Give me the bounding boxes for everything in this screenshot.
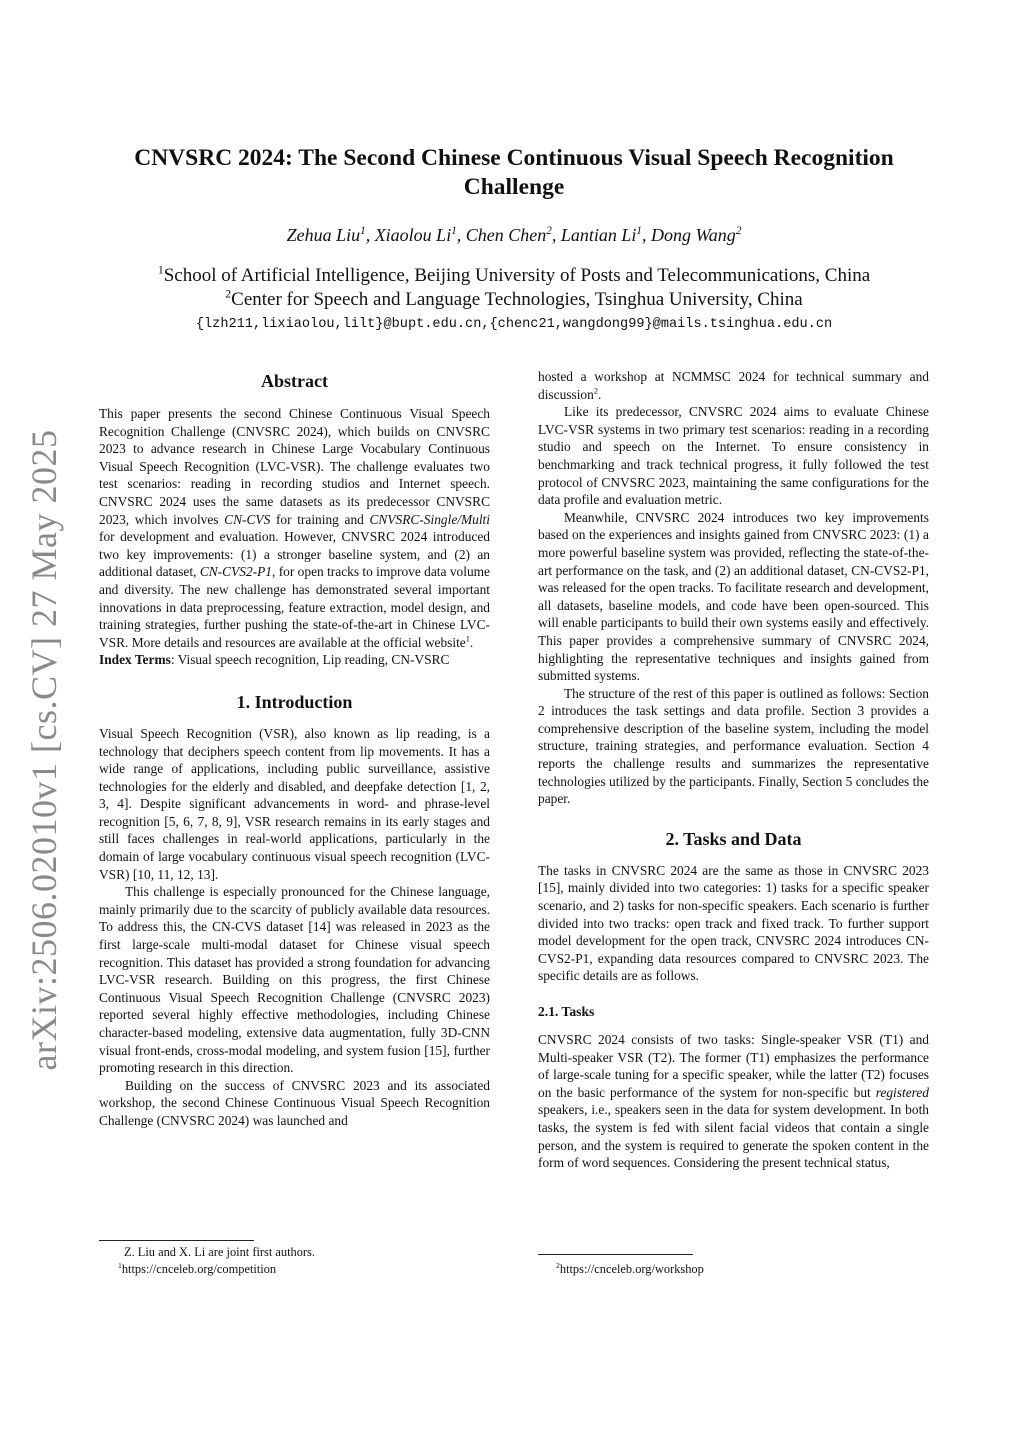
intro-paragraph: Like its predecessor, CNVSRC 2024 aims to evaluate Chinese LVC-VSR systems in two primary test scenarios: reading in a recording studio and speech on the Internet. To ensure consistency in benchmarking and track technical progress, it fully followed the test protocol of CNVSRC 2023, maintaining the same configurations for the data profile and evaluation metric. <box>538 404 929 508</box>
footnote-joint-authors: Z. Liu and X. Li are joint first authors. <box>124 1245 315 1259</box>
footnote-divider <box>99 1240 254 1241</box>
index-terms-label: Index Terms <box>99 652 171 668</box>
left-column <box>99 368 490 1130</box>
abstract-body: This paper presents the second Chinese Continuous Visual Speech Recognition Challenge (CNVSRC 2024), which builds on CNVSRC 2023 to advance research in Chinese Large Vocabulary Continuous Visual Speech Recognition (LVC-VSR). The challenge evaluates two test scenarios: reading in recording studios and Internet speech. CNVSRC 2024 uses the same datasets as its predecessor CNVSRC 2023, which involves CN-CVS for training and CNVSRC-Single/Multi for development and evaluation. However, CNVSRC 2024 introduced two key improvements: (1) a stronger baseline system, and (2) an additional dataset, CN-CVS2-P1, for open tracks to improve data volume and diversity. The new challenge has demonstrated several important innovations in data preprocessing, feature extraction, model design, and training strategies, further pushing the state-of-the-art in Chinese LVC-VSR. More details and resources are available at the official website$^1$. <box>99 406 490 650</box>
footnote-ref-1: 1 <box>465 634 470 644</box>
intro-paragraph: Visual Speech Recognition (VSR), also known as lip reading, is a technology that deciphers speech content from lip movements. It has a wide range of applications, including public surveillance, assistive technologies for the elderly and disabled, and deepfake detection [1, 2, 3, 4]. Despite significant advancements in word- and phrase-level recognition [5, 6, 7, 8, 9], VSR research remains in its early stages and still faces challenges in real-world applications, particularly in the domain of large vocabulary continuous visual speech recognition (LVC-VSR) [10, 11, 12, 13]. <box>99 725 490 882</box>
footnote-1: $^1$https://cnceleb.org/competition <box>118 1260 277 1276</box>
author: Chen Chen$^2$, <box>465 225 561 245</box>
right-column <box>538 368 929 1172</box>
arxiv-sidebar-stamp <box>4 429 84 1071</box>
paper-title: CNVSRC 2024: The Second Chinese Continuous Visual Speech Recognition Challenge <box>134 145 894 200</box>
intro-paragraph: Meanwhile, CNVSRC 2024 introduces two key improvements based on the experiences and insights gained from CNVSRC 2023: (1) a more powerful baseline system was provided, reflecting the state-of-the-art performance on the task, and (2) an additional dataset, CN-CVS2-P1, was released for the open tracks. To facilitate research and development, all datasets, baseline models, and code have been open-sourced. This will enable participants to build their own systems easily and effectively. This paper provides a comprehensive summary of CNVSRC 2024, highlighting the representative techniques and insights gained from submitted systems. <box>538 509 929 684</box>
introduction-heading: 1. Introduction <box>236 691 353 712</box>
tasks-paragraph: The tasks in CNVSRC 2024 are the same as those in CNVSRC 2023 [15], mainly divided into two categories: 1) tasks for a specific speaker scenario, and 2) tasks for non-specific speakers. Each scenario is further divided into two tracks: open track and fixed track. To further support model development for the open track, CNVSRC 2024 introduces CN-CVS2-P1, expanding data resources compared to CNVSRC 2023. The specific details are as follows. <box>538 862 929 984</box>
affiliation-1: $^1$School of Artificial Intelligence, Beijing University of Posts and Telecommunications, China <box>157 263 871 286</box>
author-emails: {lzh211,lixiaolou,lilt}@bupt.edu.cn,{chenc21,wangdong99}@mails.tsinghua.edu.cn <box>195 317 833 332</box>
abstract-heading: Abstract <box>261 371 328 391</box>
tasks-paragraph: CNVSRC 2024 consists of two tasks: Single-speaker VSR (T1) and Multi-speaker VSR (T2). The former (T1) emphasizes the performance of large-scale tuning for a specific speaker, while the latter (T2) focuses on the basic performance of the system for non-specific but registered speakers, i.e., speakers seen in the data for system development. In both tasks, the system is fed with silent facial videos that contain a single person, and the system is required to generate the spoken content in the form of word sequences. Considering the present technical status, <box>538 1032 929 1171</box>
tasks-and-data-heading: 2. Tasks and Data <box>665 828 802 849</box>
author: Lantian Li$^1$, <box>560 225 651 245</box>
index-terms: Index Terms: Visual speech recognition, Lip reading, CN-VSRC <box>99 652 450 668</box>
footnote-2-link[interactable]: https://cnceleb.org/workshop <box>559 1262 704 1276</box>
footnote-ref-2: 2 <box>593 386 598 396</box>
author: Dong Wang$^2$ <box>650 225 742 245</box>
intro-paragraph: hosted a workshop at NCMMSC 2024 for technical summary and discussion$^2$. <box>538 369 929 402</box>
affiliation-2: $^2$Center for Speech and Language Technologies, Tsinghua University, China <box>225 287 803 310</box>
author: Zehua Liu$^1$, <box>286 225 375 245</box>
intro-paragraph: This challenge is especially pronounced for the Chinese language, mainly primarily due to the scarcity of publicly available data resources. To address this, the CN-CVS dataset [14] was released in 2023 as the first large-scale multi-modal dataset for Chinese visual speech recognition. This dataset has provided a strong foundation for advancing LVC-VSR research. Building on this progress, the first Chinese Continuous Visual Speech Recognition Challenge (CNVSRC 2023) reported several highly effective methodologies, including Chinese character-based modeling, extensive data augmentation, fully 3D-CNN visual front-ends, cross-modal modeling, and system fusion [15], further promoting research in this direction. <box>99 884 490 1076</box>
author: Xiaolou Li$^1$, <box>374 225 466 245</box>
intro-paragraph: The structure of the rest of this paper is outlined as follows: Section 2 introduces the task settings and data profile. Section 3 provides a comprehensive description of the baseline system, including the model structure, training strategies, and performance evaluation. Section 4 reports the challenge results and summarizes the representative technologies utilized by the participants. Finally, Section 5 concludes the paper. <box>538 685 929 807</box>
arxiv-identifier: arXiv:2506.02010v1 [cs.CV] 27 May 2025 <box>24 429 64 1071</box>
tasks-subheading: 2.1. Tasks <box>538 1004 595 1019</box>
footnote-divider <box>538 1254 693 1255</box>
intro-paragraph: Building on the success of CNVSRC 2023 and its associated workshop, the second Chinese Continuous Visual Speech Recognition Challenge (CNVSRC 2024) was launched and <box>99 1077 490 1128</box>
footnote-1-link[interactable]: https://cnceleb.org/competition <box>121 1262 277 1276</box>
footnote-2: $^2$https://cnceleb.org/workshop <box>556 1260 704 1276</box>
author-list <box>100 224 928 246</box>
